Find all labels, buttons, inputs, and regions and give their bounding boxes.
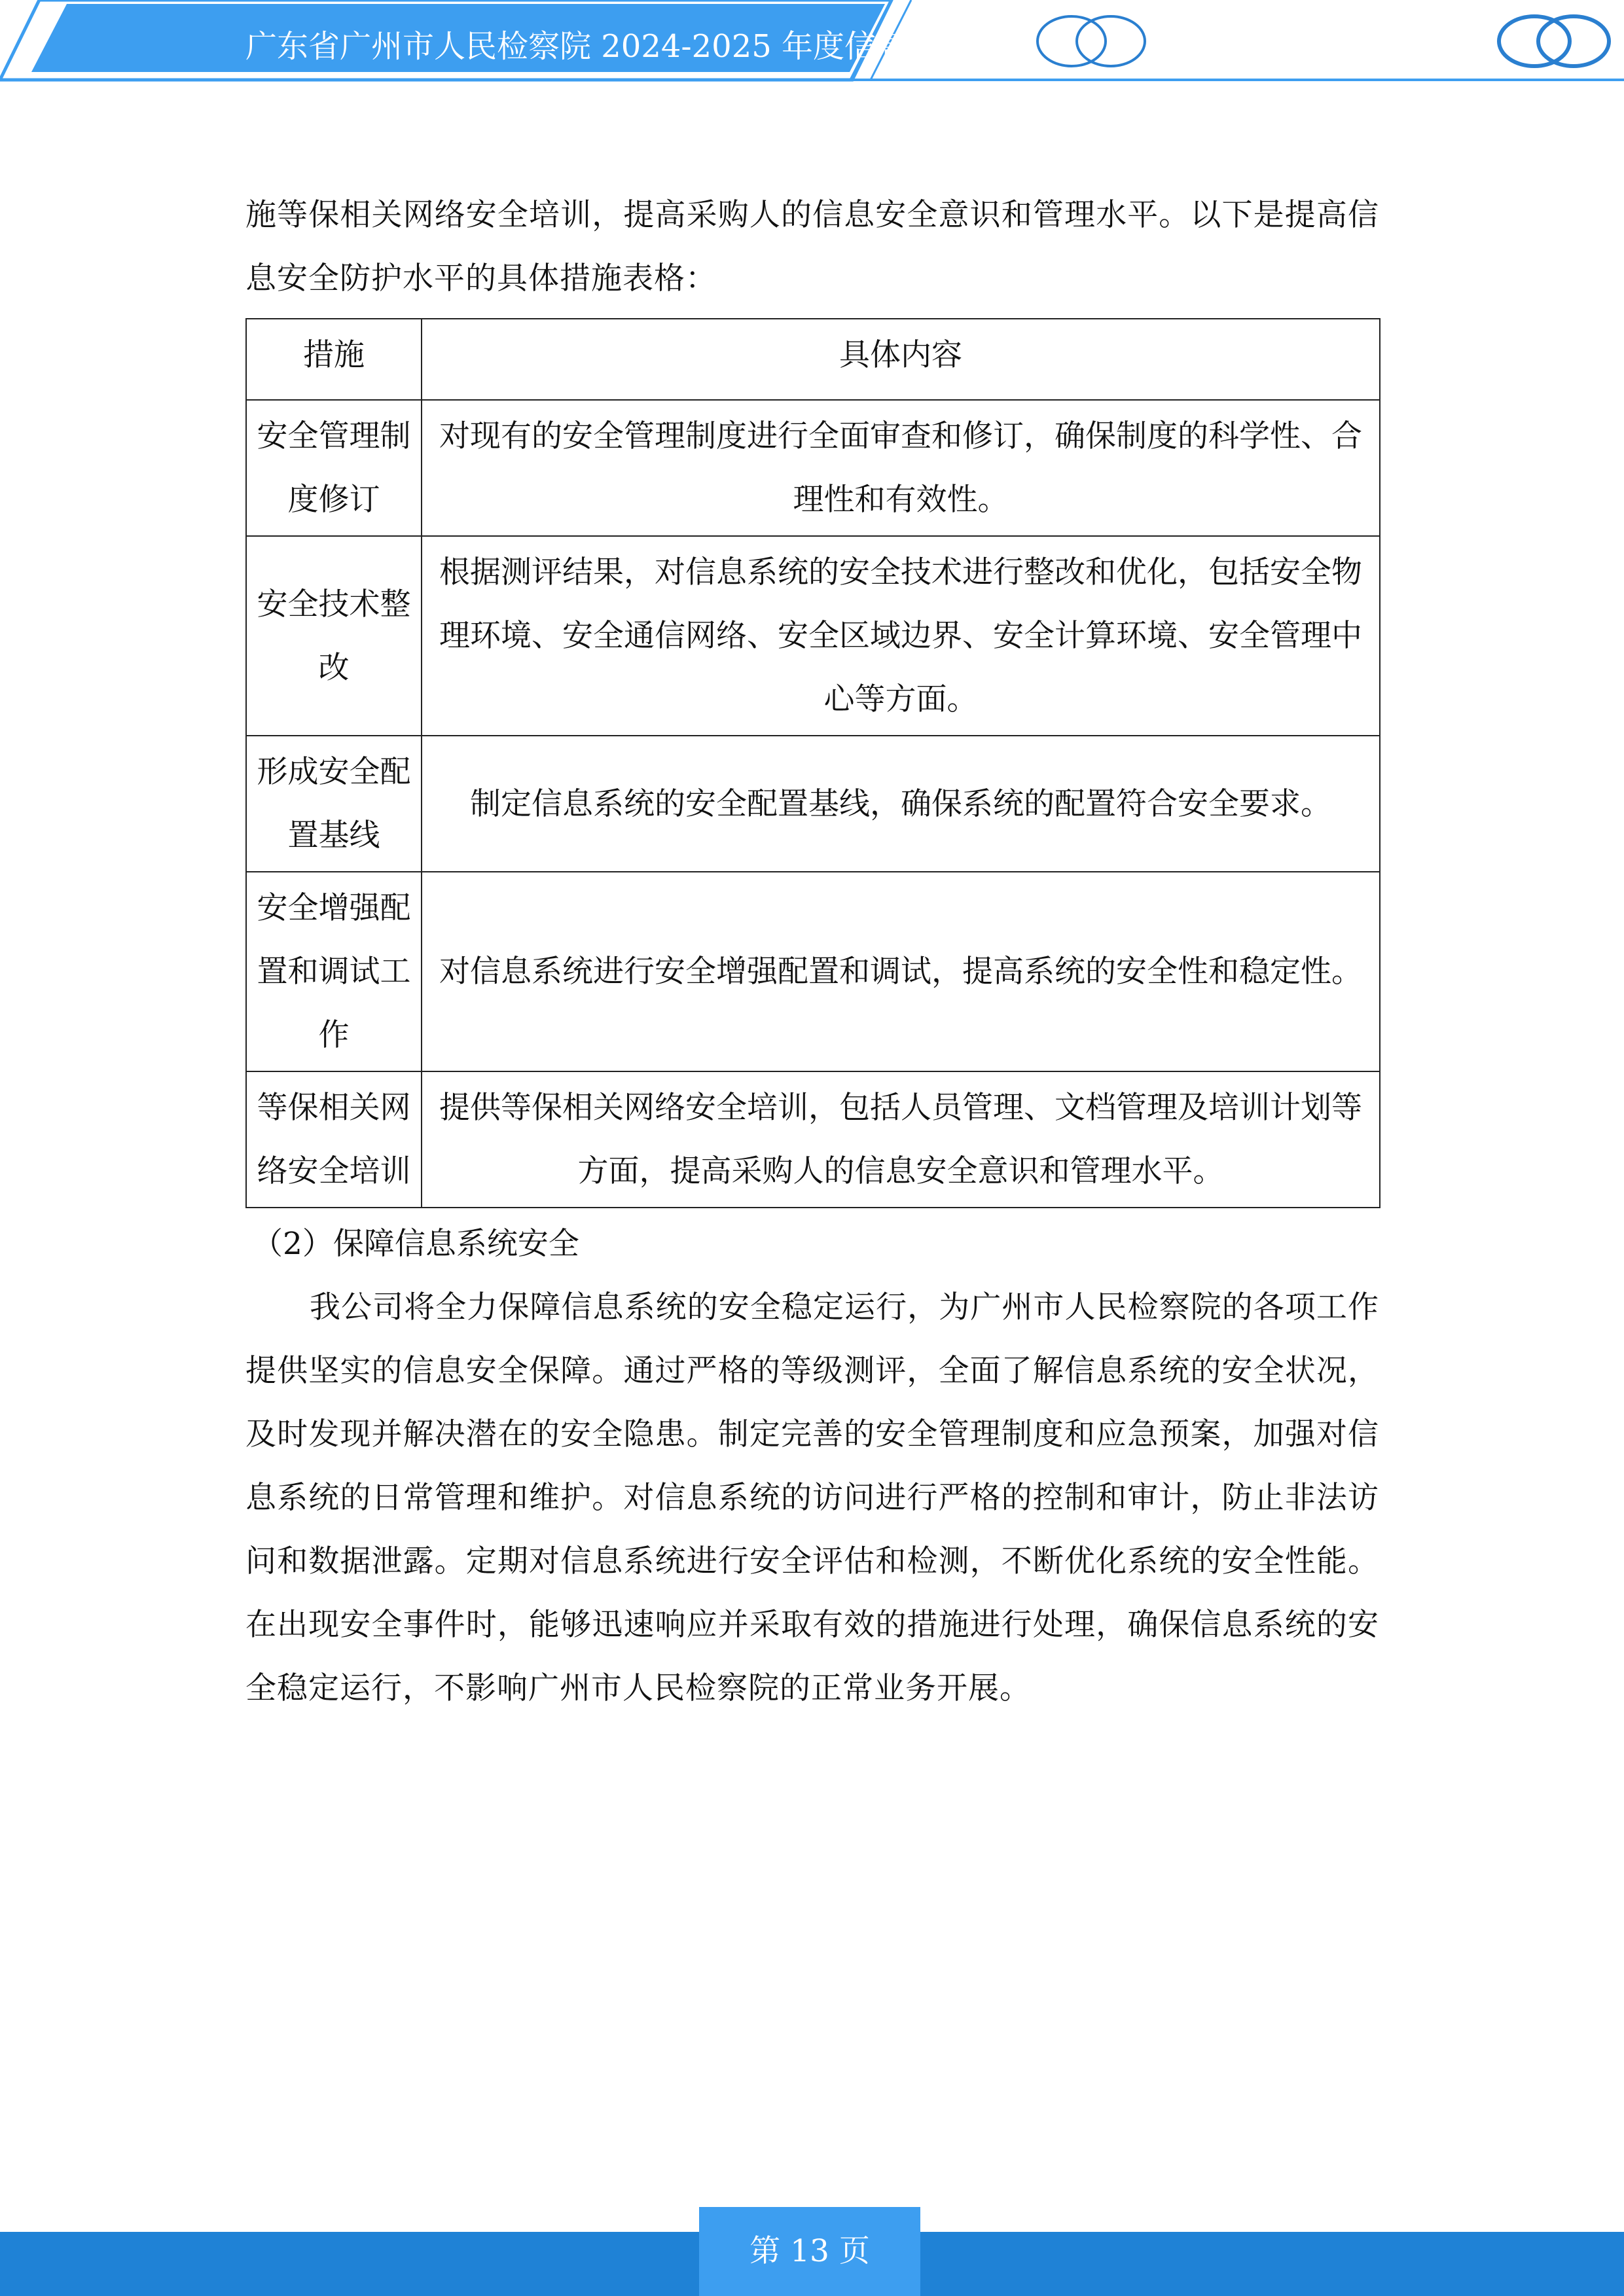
double-ring-logo-icon [1494,12,1615,71]
page-content [245,183,1379,1720]
table-header-content: 具体内容 [422,319,1380,400]
table-cell-content: 提供等保相关网络安全培训，包括人员管理、文档管理及培训计划等方面，提高采购人的信息安全意识和管理水平。 [422,1071,1380,1208]
header-title: 广东省广州市人民检察院 2024-2025 年度信息系统等级保护测评服务 [245,28,1222,65]
table-cell-content: 制定信息系统的安全配置基线，确保系统的配置符合安全要求。 [422,736,1380,872]
table-cell-measure: 安全管理制度修订 [246,400,422,536]
table-cell-content: 根据测评结果，对信息系统的安全技术进行整改和优化，包括安全物理环境、安全通信网络、安全区域边界、安全计算环境、安全管理中心等方面。 [422,536,1380,736]
table-row [246,736,1380,872]
intro-paragraph: 施等保相关网络安全培训，提高采购人的信息安全意识和管理水平。以下是提高信息安全防护水平的具体措施表格： [245,197,1379,296]
section-paragraph: 我公司将全力保障信息系统的安全稳定运行，为广州市人民检察院的各项工作提供坚实的信息安全保障。通过严格的等级测评，全面了解信息系统的安全状况，及时发现并解决潜在的安全隐患。制定完善的安全管理制度和应急预案，加强对信息系统的日常管理和维护。对信息系统的访问进行严格的控制和审计，防止非法访问和数据泄露。定期对信息系统进行安全评估和检测，不断优化系统的安全性能。在出现安全事件时，能够迅速响应并采取有效的措施进行处理，确保信息系统的安全稳定运行，不影响广州市人民检察院的正常业务开展。 [245,1289,1379,1706]
table-row [246,1071,1380,1208]
table-row [246,400,1380,536]
page-header [0,0,1624,85]
double-ring-logo-icon [1031,12,1155,71]
table-row [246,872,1380,1071]
table-cell-content: 对信息系统进行安全增强配置和调试，提高系统的安全性和稳定性。 [422,872,1380,1071]
table-cell-measure: 等保相关网络安全培训 [246,1071,422,1208]
page-number: 第 13 页 [699,2207,920,2296]
table-cell-measure: 形成安全配置基线 [246,736,422,872]
table-header-measure: 措施 [246,319,422,400]
measures-table [245,318,1380,1208]
table-cell-measure: 安全增强配置和调试工作 [246,872,422,1071]
table-cell-measure: 安全技术整改 [246,536,422,736]
table-row [246,536,1380,736]
table-cell-content: 对现有的安全管理制度进行全面审查和修订，确保制度的科学性、合理性和有效性。 [422,400,1380,536]
table-header-row [246,319,1380,400]
section-heading: （2）保障信息系统安全 [252,1226,579,1262]
